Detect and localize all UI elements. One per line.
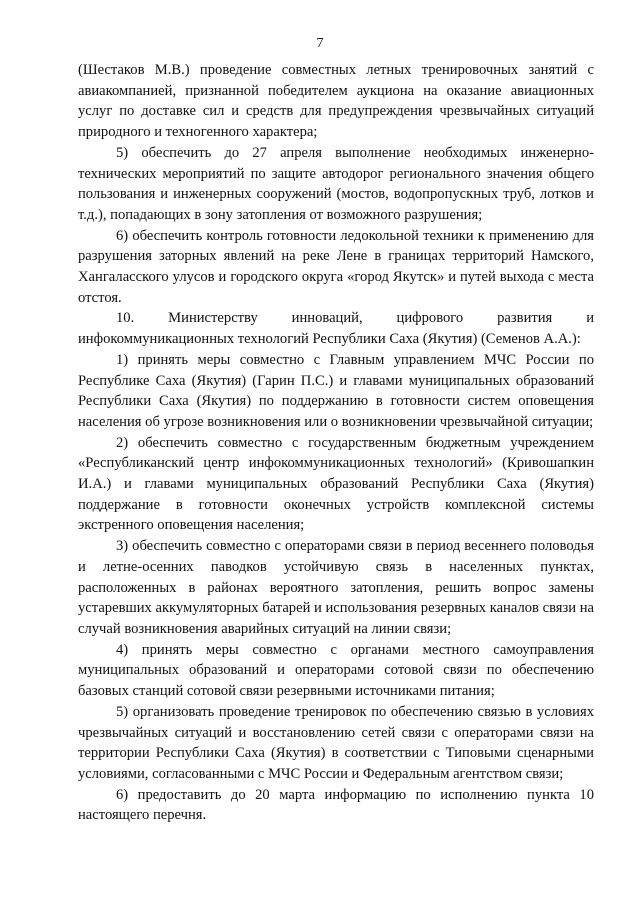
paragraph-item-2-terminal-devices: 2) обеспечить совместно с государственным бюджетным учреждением «Республиканский центр инфокоммуникационных технологий» (Кривошапкин И.А.) и главами муниципальных образований Республики Саха (Якутия) поддержание в готовности оконечных устройств комплексной системы экстренного оповещения населения; <box>78 434 594 534</box>
page-number: 7 <box>316 36 324 51</box>
paragraph-section-10-heading: 10. Министерству инноваций, цифрового развития и инфокоммуникационных технологий Республики Саха (Якутия) (Семенов А.А.): <box>78 310 594 348</box>
paragraph-item-6-icebreakers: 6) обеспечить контроль готовности ледокольной техники к применению для разрушения заторных явлений на реке Лене в границах территорий Намского, Хангаласского улусов и городского округа «город Якутск» и путей выхода с места отстоя. <box>78 227 594 306</box>
paragraph-item-6-report: 6) предоставить до 20 марта информацию по исполнению пункта 10 настоящего перечня. <box>78 786 594 824</box>
paragraph-item-5-trainings: 5) организовать проведение тренировок по обеспечению связью в условиях чрезвычайных ситуаций и восстановлению сетей связи с операторами связи на территории Республики Саха (Якутия) в соответствии с Типовыми сценарными условиями, согласованными с МЧС России и Федеральным агентством связи; <box>78 703 594 782</box>
paragraph-item-3-communications: 3) обеспечить совместно с операторами связи в период весеннего половодья и летне-осенних паводков устойчивую связь в населенных пунктах, расположенных в районах вероятного затопления, решить вопрос замены устаревших аккумуляторных батарей и использования резервных каналов связи на случай возникновения аварийных ситуаций на линии связи; <box>78 538 594 637</box>
document-body <box>78 60 594 826</box>
paragraph-item-1-warning-systems: 1) принять меры совместно с Главным управлением МЧС России по Республике Саха (Якутия) (Гарин П.С.) и главами муниципальных образований Республики Саха (Якутия) по поддержанию в готовности систем оповещения населения об угрозе возникновения или о возникновении чрезвычайной ситуации; <box>78 351 594 430</box>
paragraph-item-4-backup-power: 4) принять меры совместно с органами местного самоуправления муниципальных образований и операторами сотовой связи по обеспечению базовых станций сотовой связи резервными источниками питания; <box>78 641 594 700</box>
paragraph-continuation: (Шестаков М.В.) проведение совместных летных тренировочных занятий с авиакомпанией, признанной победителем аукциона на оказание авиационных услуг по доставке сил и средств для предупреждения чрезвычайных ситуаций природного и техногенного характера; <box>78 62 594 141</box>
paragraph-item-5-roads: 5) обеспечить до 27 апреля выполнение необходимых инженерно-технических мероприятий по защите автодорог регионального значения общего пользования и инженерных сооружений (мостов, водопропускных труб, лотков и т.д.), попадающих в зону затопления от возможного разрушения; <box>78 144 594 223</box>
